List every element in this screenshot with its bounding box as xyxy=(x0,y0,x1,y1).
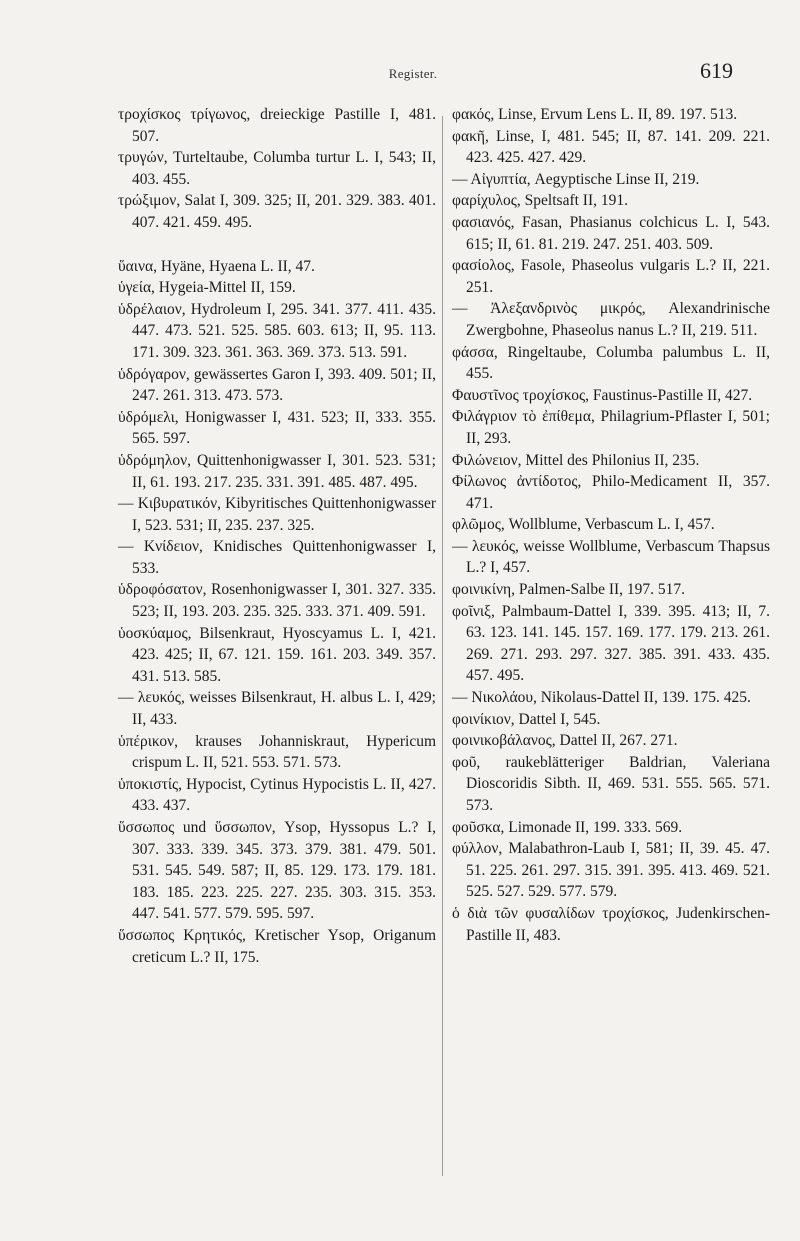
index-entry: ὑδρόγαρον, gewässertes Garon I, 393. 409. 501; II, 247. 261. 313. 473. 573. xyxy=(118,365,436,405)
left-column xyxy=(118,104,436,968)
index-entry: Φιλώνειον, Mittel des Philonius II, 235. xyxy=(452,451,700,469)
index-entry: — λευκός, weisses Bilsenkraut, H. albus L. I, 429; II, 433. xyxy=(118,689,436,729)
index-entry: ὑπέρικον, krauses Johanniskraut, Hypericum crispum L. II, 521. 553. 571. 573. xyxy=(118,732,436,772)
index-entry: φακῆ, Linse, I, 481. 545; II, 87. 141. 209. 221. 423. 425. 427. 429. xyxy=(452,127,770,167)
index-entry: φάσσα, Ringeltaube, Columba palumbus L. II, 455. xyxy=(452,343,770,383)
index-entry: φύλλον, Malabathron-Laub I, 581; II, 39. 45. 47. 51. 225. 261. 297. 315. 391. 395. 413. 469. 521. 525. 527. 529. 577. 579. xyxy=(452,840,770,901)
index-entry: φοῦ, raukeblätteriger Baldrian, Valeriana Dioscoridis Sibth. II, 469. 531. 555. 565. 571. 573. xyxy=(452,753,770,814)
index-entry: φλῶμος, Wollblume, Verbascum L. I, 457. xyxy=(452,516,715,534)
index-entry: τρώξιμον, Salat I, 309. 325; II, 201. 329. 383. 401. 407. 421. 459. 495. xyxy=(118,192,436,231)
right-column xyxy=(452,104,770,946)
index-entry: ὕσσωπος Κρητικός, Kretischer Ysop, Origanum creticum L.? II, 175. xyxy=(118,926,436,966)
index-entry: φοινικοβάλανος, Dattel II, 267. 271. xyxy=(452,732,678,750)
index-entry: ὑδρέλαιον, Hydroleum I, 295. 341. 377. 411. 435. 447. 473. 521. 525. 585. 603. 613; II, 95. 113. 171. 309. 323. 361. 363. 369. 373. 513. 591. xyxy=(118,300,436,361)
index-entry: ὑοσκύαμος, Bilsenkraut, Hyoscyamus L. I, 421. 423. 425; II, 67. 121. 159. 161. 203. 349. 357. 431. 513. 585. xyxy=(118,624,436,685)
index-entry: φασιανός, Fasan, Phasianus colchicus L. I, 543. 615; II, 61. 81. 219. 247. 251. 403. 509. xyxy=(452,213,770,253)
index-entry: φοῦσκα, Limonade II, 199. 333. 569. xyxy=(452,818,683,836)
index-entry: φοινικίνη, Palmen-Salbe II, 197. 517. xyxy=(452,581,686,599)
column-divider xyxy=(442,116,443,1176)
header-title: Register. xyxy=(388,66,438,81)
index-entry: ὑδρόμελι, Honigwasser I, 431. 523; II, 333. 355. 565. 597. xyxy=(118,408,436,448)
running-head xyxy=(0,58,800,86)
index-entry: — Αἰγυπτία, Aegyptische Linse II, 219. xyxy=(452,170,700,188)
index-entry: — Κνίδειον, Knidisches Quittenhonigwasser I, 533. xyxy=(118,538,436,577)
index-entry: φοῖνιξ, Palmbaum-Dattel I, 339. 395. 413; II, 7. 63. 123. 141. 145. 157. 169. 177. 179. 213. 261. 269. 271. 293. 297. 327. 385. 391. 433. 435. 457. 495. xyxy=(452,602,770,685)
index-entry: ὑδρόμηλον, Quittenhonigwasser I, 301. 523. 531; II, 61. 193. 217. 235. 331. 391. 485. 487. 495. xyxy=(118,451,436,491)
index-entry: φασίολος, Fasole, Phaseolus vulgaris L.? II, 221. 251. xyxy=(452,257,770,296)
index-entry: τροχίσκος τρίγωνος, dreieckige Pastille I, 481. 507. xyxy=(118,106,436,145)
index-entry: ὑγεία, Hygeia-Mittel II, 159. xyxy=(118,279,296,297)
index-entry: ὑποκιστίς, Hypocist, Cytinus Hypocistis L. II, 427. 433. 437. xyxy=(118,775,436,815)
index-entry: — Νικολάου, Nikolaus-Dattel II, 139. 175. 425. xyxy=(452,689,751,707)
index-entry: Φιλάγριον τὸ ἐπίθεμα, Philagrium-Pflaster I, 501; II, 293. xyxy=(452,408,770,447)
index-entry: τρυγών, Turteltaube, Columba turtur L. I, 543; II, 403. 455. xyxy=(118,149,436,188)
index-entry: φοινίκιον, Dattel I, 545. xyxy=(452,710,601,728)
index-entry: ὑδροφόσατον, Rosenhonigwasser I, 301. 327. 335. 523; II, 193. 203. 235. 325. 333. 371. 409. 591. xyxy=(118,581,436,621)
index-entry: φακός, Linse, Ervum Lens L. II, 89. 197. 513. xyxy=(452,106,738,123)
page-number: 619 xyxy=(700,58,733,83)
index-entry: Φίλωνος ἀντίδοτος, Philo-Medicament II, 357. 471. xyxy=(452,473,770,512)
index-entry: ὕαινα, Hyäne, Hyaena L. II, 47. xyxy=(118,257,315,275)
index-entry: — Ἀλεξανδρινὸς μικρός, Alexandrinische Zwergbohne, Phaseolus nanus L.? II, 219. 511. xyxy=(452,300,770,339)
index-entry: φαρίχυλος, Speltsaft II, 191. xyxy=(452,192,628,210)
index-entry: ὕσσωπος und ὕσσωπον, Ysop, Hyssopus L.? I, 307. 333. 339. 345. 373. 379. 381. 479. 501. 531. 545. 549. 587; II, 85. 129. 173. 179. 181. 183. 185. 223. 225. 227. 235. 303. 315. 353. 447. 541. 577. 579. 595. 597. xyxy=(118,819,436,923)
index-entry: ὁ διὰ τῶν φυσαλίδων τροχίσκος, Judenkirschen-Pastille II, 483. xyxy=(452,904,770,944)
index-entry: Φαυστῖνος τροχίσκος, Faustinus-Pastille II, 427. xyxy=(452,386,753,404)
index-entry: — λευκός, weisse Wollblume, Verbascum Thapsus L.? I, 457. xyxy=(452,537,770,577)
index-entry: — Κιβυρατικόν, Kibyritisches Quittenhonigwasser I, 523. 531; II, 235. 237. 325. xyxy=(118,495,436,534)
